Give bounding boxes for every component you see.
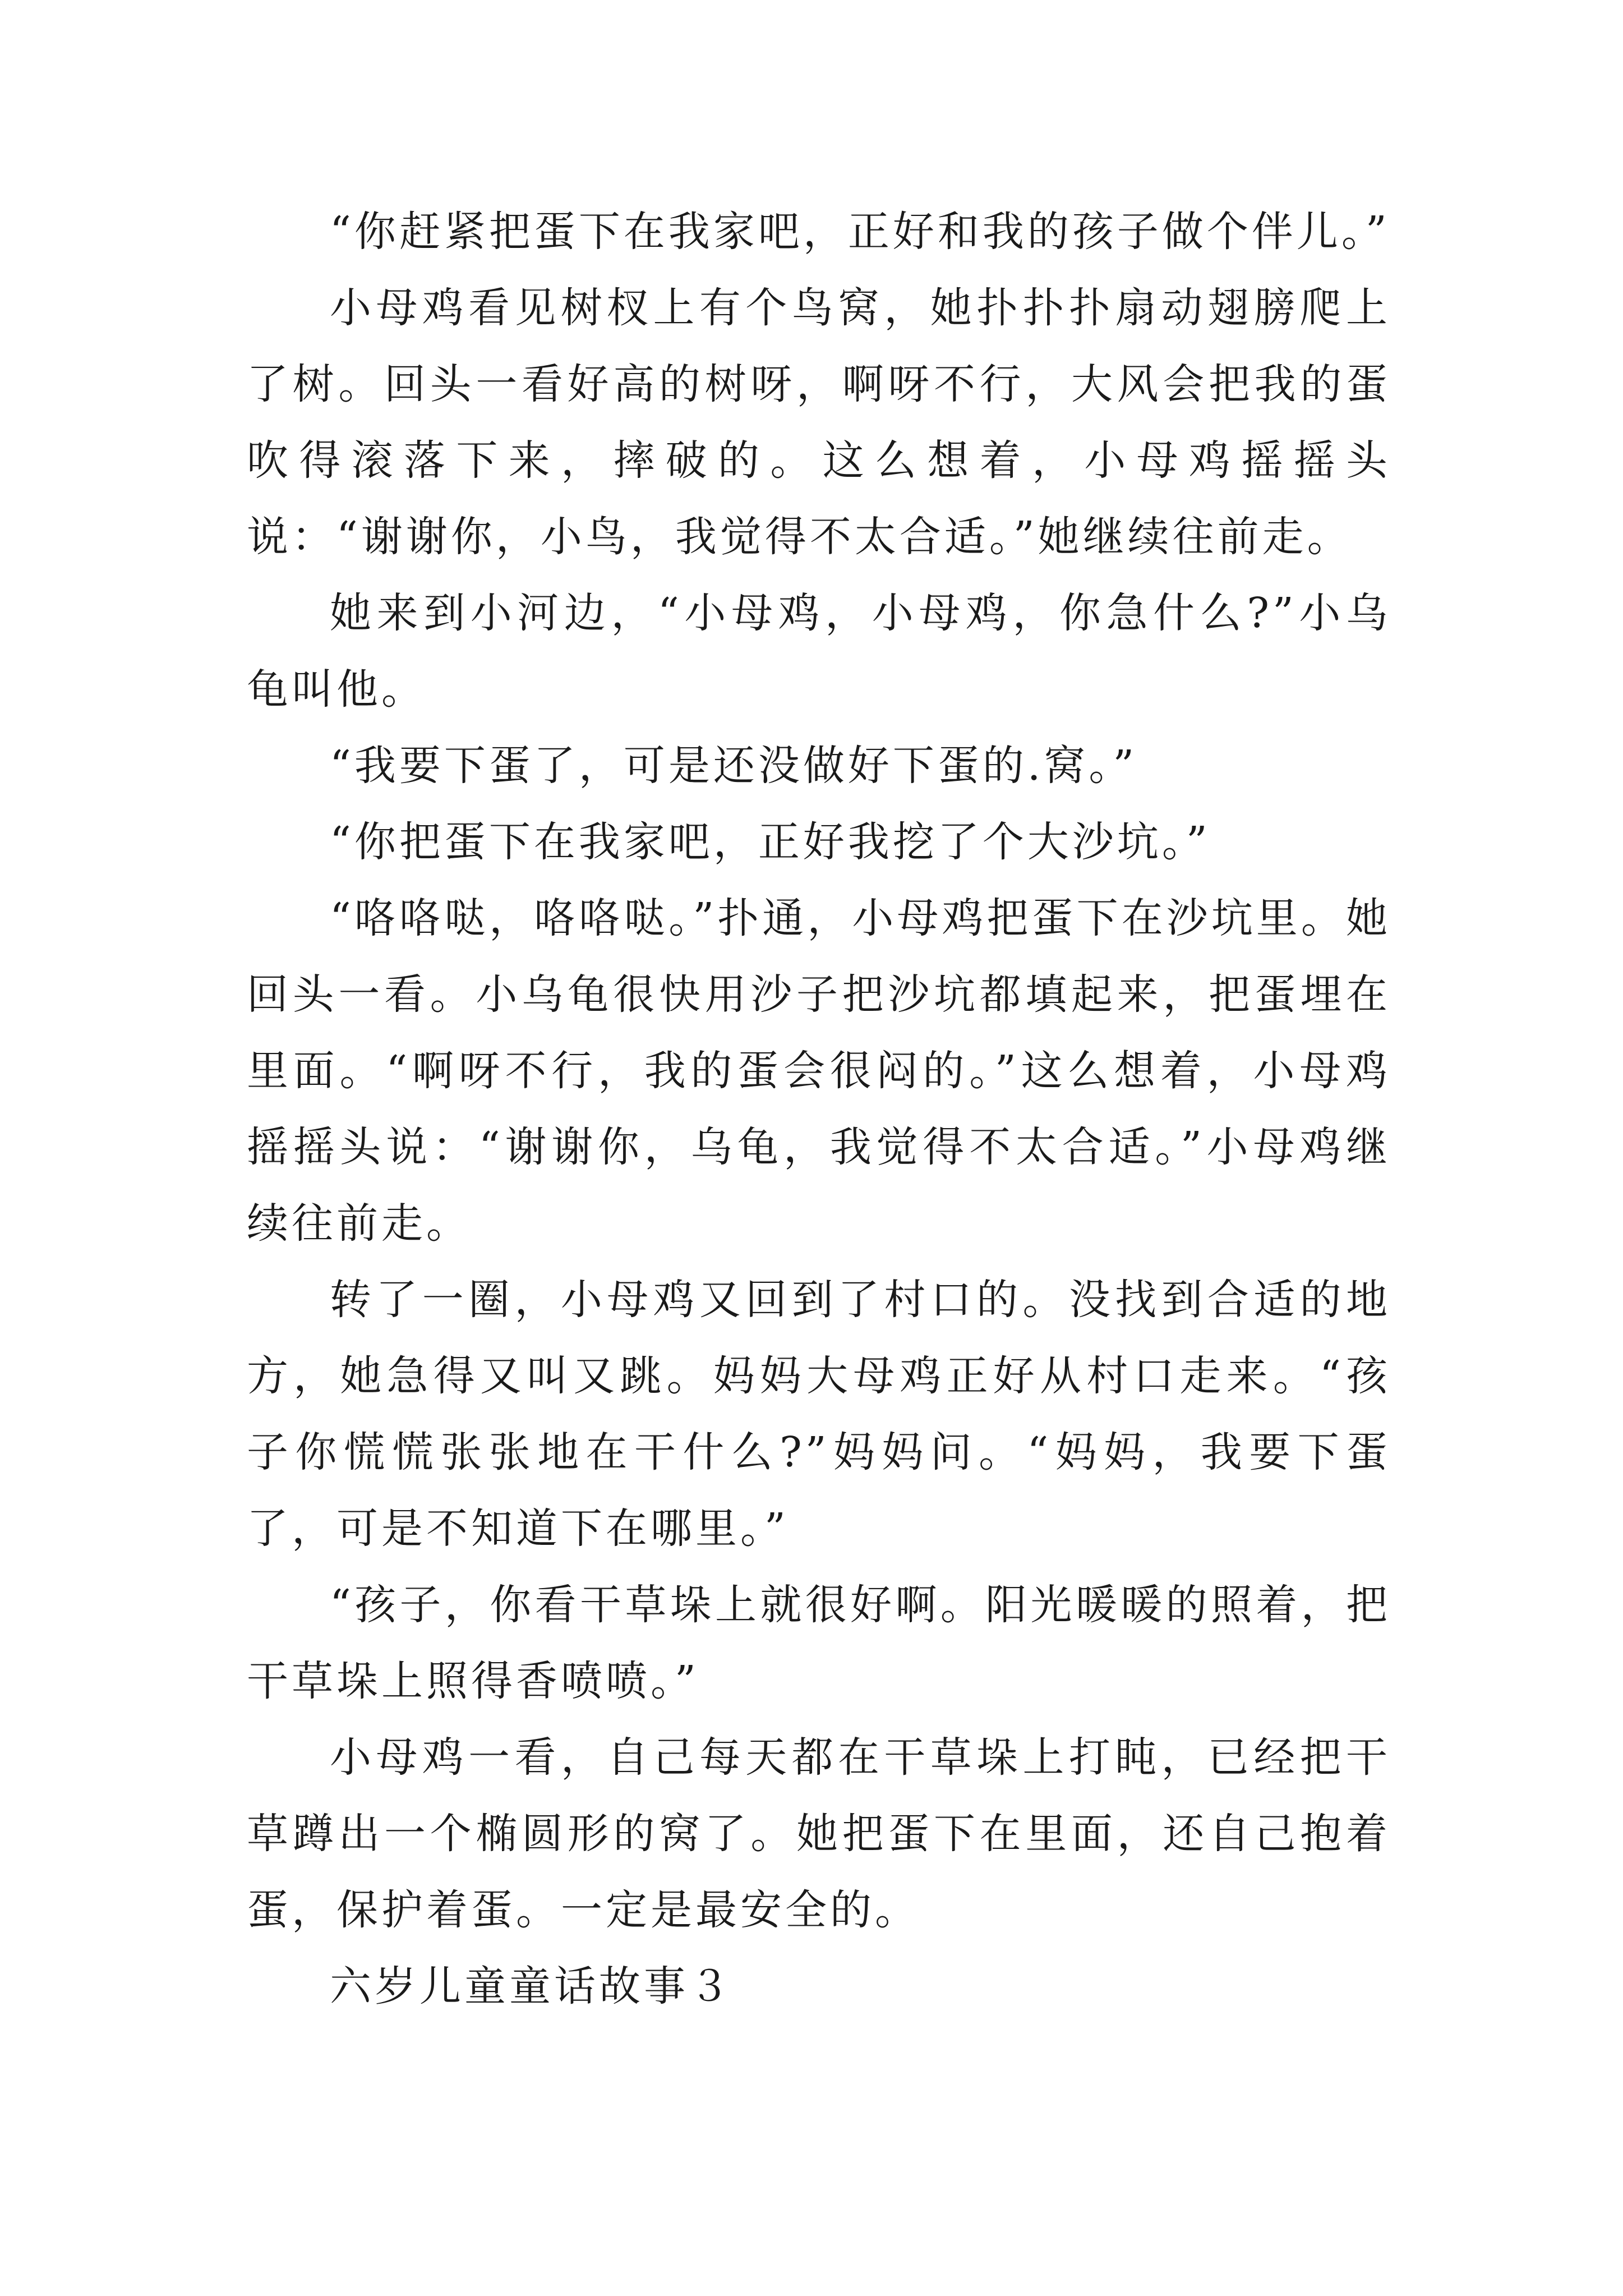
document-body	[247, 194, 1391, 2024]
paragraph: 她来到小河边，“小母鸡，小母鸡，你急什么?”小乌龟叫他。	[247, 589, 1391, 714]
paragraph: “你把蛋下在我家吧，正好我挖了个大沙坑。”	[330, 818, 1211, 866]
section-heading: 六岁儿童童话故事３	[330, 1962, 734, 2010]
paragraph: 小母鸡一看，自己每天都在干草垛上打盹，已经把干草蹲出一个椭圆形的窝了。她把蛋下在里面，还自己抱着蛋，保护着蛋。一定是最安全的。	[247, 1733, 1391, 1934]
paragraph: “咯咯哒，咯咯哒。”扑通，小母鸡把蛋下在沙坑里。她回头一看。小乌龟很快用沙子把沙坑都填起来，把蛋埋在里面。“啊呀不行，我的蛋会很闷的。”这么想着，小母鸡摇摇头说：“谢谢你，乌龟，我觉得不太合适。”小母鸡继续往前走。	[247, 894, 1391, 1248]
paragraph: “我要下蛋了，可是还没做好下蛋的.窝。”	[330, 742, 1138, 790]
paragraph: “你赶紧把蛋下在我家吧，正好和我的孩子做个伴儿。”	[330, 208, 1390, 256]
paragraph: 小母鸡看见树杈上有个鸟窝，她扑扑扑扇动翅膀爬上了树。回头一看好高的树呀，啊呀不行，大风会把我的蛋吹得滚落下来，摔破的。这么想着，小母鸡摇摇头说：“谢谢你，小鸟，我觉得不太合适。”她继续往前走。	[247, 284, 1391, 561]
paragraph: 转了一圈，小母鸡又回到了村口的。没找到合适的地方，她急得又叫又跳。妈妈大母鸡正好从村口走来。“孩子你慌慌张张地在干什么?”妈妈问。“妈妈，我要下蛋了，可是不知道下在哪里。”	[247, 1276, 1391, 1553]
paragraph: “孩子，你看干草垛上就很好啊。阳光暖暖的照着，把干草垛上照得香喷喷。”	[247, 1581, 1391, 1705]
